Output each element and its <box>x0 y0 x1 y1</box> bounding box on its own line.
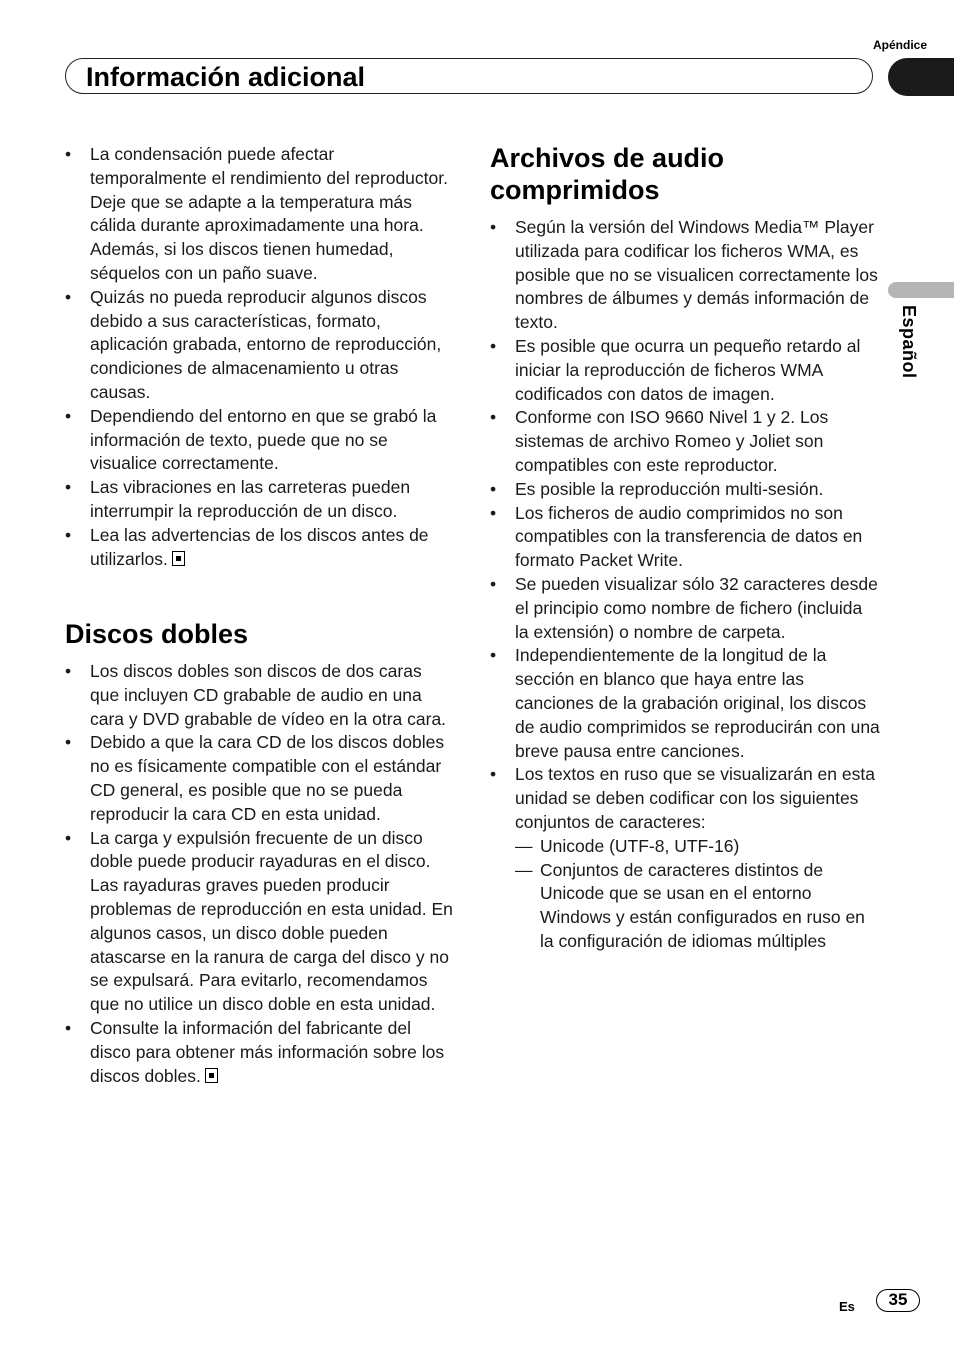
end-mark-icon <box>172 551 185 566</box>
discos-dobles-heading: Discos dobles <box>65 619 249 649</box>
list-item: • Es posible la reproducción multi-sesión. <box>490 478 880 502</box>
list-item: • Los ficheros de audio comprimidos no son compatibles con la transferencia de datos en formato Packet Write. <box>490 502 880 573</box>
sub-list-item: — Unicode (UTF-8, UTF-16) <box>515 835 880 859</box>
discos-section <box>65 618 455 1088</box>
side-tab-marker <box>888 282 954 298</box>
header-tab <box>888 58 954 96</box>
archivos-list <box>490 216 880 954</box>
list-item: • Debido a que la cara CD de los discos dobles no es físicamente compatible con el estándar CD general, es posible que no se pueda reproducir la cara CD en esta unidad. <box>65 731 455 826</box>
side-tab-language: Español <box>899 305 919 379</box>
intro-list <box>65 143 455 571</box>
list-item: • Los textos en ruso que se visualizarán en esta unidad se deben codificar con los siguientes conjuntos de caracteres: — Unicode (UTF-8, UTF-16) — Conjuntos de caracteres distintos de Unicode que se usan en el entorno Windows y están configurados en ruso en la configuración de idiomas múltiples <box>490 763 880 953</box>
section-title: Información adicional <box>86 62 366 92</box>
list-item: • Los discos dobles son discos de dos caras que incluyen CD grabable de audio en una cara y DVD grabable de vídeo en la otra cara. <box>65 660 455 731</box>
list-item: • Consulte la información del fabricante del disco para obtener más información sobre los discos dobles. <box>65 1017 455 1088</box>
section-header <box>65 58 873 94</box>
list-item: • Según la versión del Windows Media™ Player utilizada para codificar los ficheros WMA, es posible que no se visualicen correctamente los nombres de álbumes y demás información de texto. <box>490 216 880 335</box>
list-item: • Se pueden visualizar sólo 32 caracteres desde el principio como nombre de fichero (incluida la extensión) o nombre de carpeta. <box>490 573 880 644</box>
discos-list <box>65 660 455 1088</box>
page-number: 35 <box>876 1289 920 1312</box>
list-item: • Quizás no pueda reproducir algunos discos debido a sus características, formato, aplicación grabada, entorno de reproducción, condiciones de almacenamiento u otras causas. <box>65 286 455 405</box>
list-item: • Dependiendo del entorno en que se grabó la información de texto, puede que no se visualice correctamente. <box>65 405 455 476</box>
list-item: • La carga y expulsión frecuente de un disco doble puede producir rayaduras en el disco. Las rayaduras graves pueden producir problemas de reproducción en esta unidad. En algunos casos, un disco doble pueden atascarse en la ranura de carga del disco y no se expulsará. Para evitarlo, recomendamos que no utilice un disco doble en esta unidad. <box>65 827 455 1017</box>
list-item: • Las vibraciones en las carreteras pueden interrumpir la reproducción de un disco. <box>65 476 455 524</box>
charset-sublist <box>515 835 880 954</box>
list-item: • Es posible que ocurra un pequeño retardo al iniciar la reproducción de ficheros WMA codificados con datos de imagen. <box>490 335 880 406</box>
list-item: • La condensación puede afectar temporalmente el rendimiento del reproductor. Deje que se adapte a la temperatura más cálida durante aproximadamente una hora. Además, si los discos tienen humedad, séquelos con un paño suave. <box>65 143 455 286</box>
appendix-label: Apéndice <box>872 38 927 52</box>
right-column <box>490 142 880 954</box>
footer-language: Es <box>839 1299 855 1314</box>
list-item: • Lea las advertencias de los discos antes de utilizarlos. <box>65 524 455 572</box>
list-item: • Independientemente de la longitud de la sección en blanco que haya entre las canciones de la grabación original, los discos de audio comprimidos se reproducirán con una breve pausa entre canciones. <box>490 644 880 763</box>
list-item: • Conforme con ISO 9660 Nivel 1 y 2. Los sistemas de archivo Romeo y Joliet son compatibles con este reproductor. <box>490 406 880 477</box>
end-mark-icon <box>205 1068 218 1083</box>
left-column <box>65 143 455 571</box>
sub-list-item: — Conjuntos de caracteres distintos de Unicode que se usan en el entorno Windows y están configurados en ruso en la configuración de idiomas múltiples <box>515 859 880 954</box>
archivos-heading: Archivos de audio comprimidos <box>490 143 725 205</box>
